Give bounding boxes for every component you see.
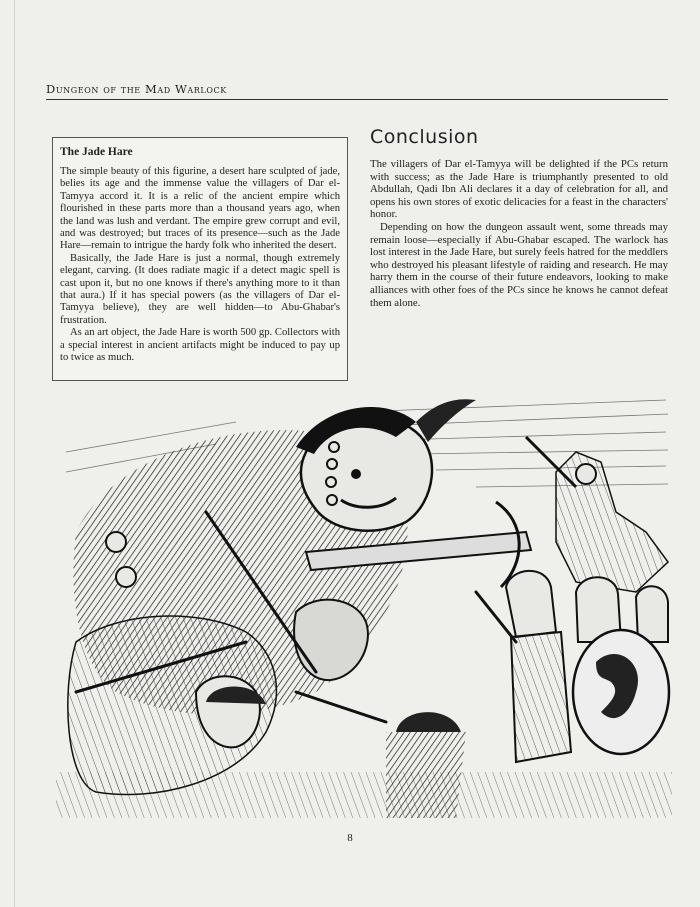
battle-illustration-art [56,392,672,818]
page-edge [14,0,15,907]
page-number: 8 [347,832,353,844]
conclusion-paragraph: Depending on how the dungeon assault went, some threads may remain loose—especially if Abu-Ghabar escaped. The warlock has lost interest in the Jade Hare, but surely feels hatred for the meddlers who destroyed his pleasant lifestyle of raiding and research. He may harry them in the course of their future endeavors, looking to make alliances with other foes of the PCs since he knows he cannot defeat them alone. [370,220,668,309]
sidebar-paragraph: The simple beauty of this figurine, a desert hare sculpted of jade, belies its age and the immense value the villagers of Dar el-Tamyya accord it. It is a relic of the ancient empire which flourished in these parts more than a thousand years ago, when the land was lush and verdant. The empire grew corrupt and evil, and was destroyed; but traces of its presence—such as the Jade Hare—remain to intrigue the hardy folk who inherited the desert. [60,166,340,252]
conclusion-paragraph: The villagers of Dar el-Tamyya will be delighted if the PCs return with success; as the Jade Hare is triumphantly presented to old Abdullah, Qadi Ibn Ali declares it a day of celebration for all, and opens his own stores of exotic delicacies for a feast in the characters' honor. [370,158,668,221]
sidebar-paragraph: As an art object, the Jade Hare is worth 500 gp. Collectors with a special interest in ancient artifacts might be induced to pay up to twice as much. [60,327,340,364]
sidebar-jade-hare [52,137,348,381]
sidebar-title: The Jade Hare [60,146,133,158]
sidebar-paragraph: Basically, the Jade Hare is just a normal, though extremely elegant, carving. (It does radiate magic if a detect magic spell is cast upon it, but no one knows if there's anything more to it than that aura.) If it has special powers (as the villagers of Dar el-Tamyya believe), they are well hidden—to Abu-Ghabar's frustration. [60,252,340,326]
running-head: Dungeon of the Mad Warlock [46,82,227,96]
battle-illustration [56,392,672,818]
header-rule [46,99,668,100]
conclusion-body [370,158,668,309]
conclusion-heading: Conclusion [370,126,479,148]
sidebar-body [60,166,340,365]
